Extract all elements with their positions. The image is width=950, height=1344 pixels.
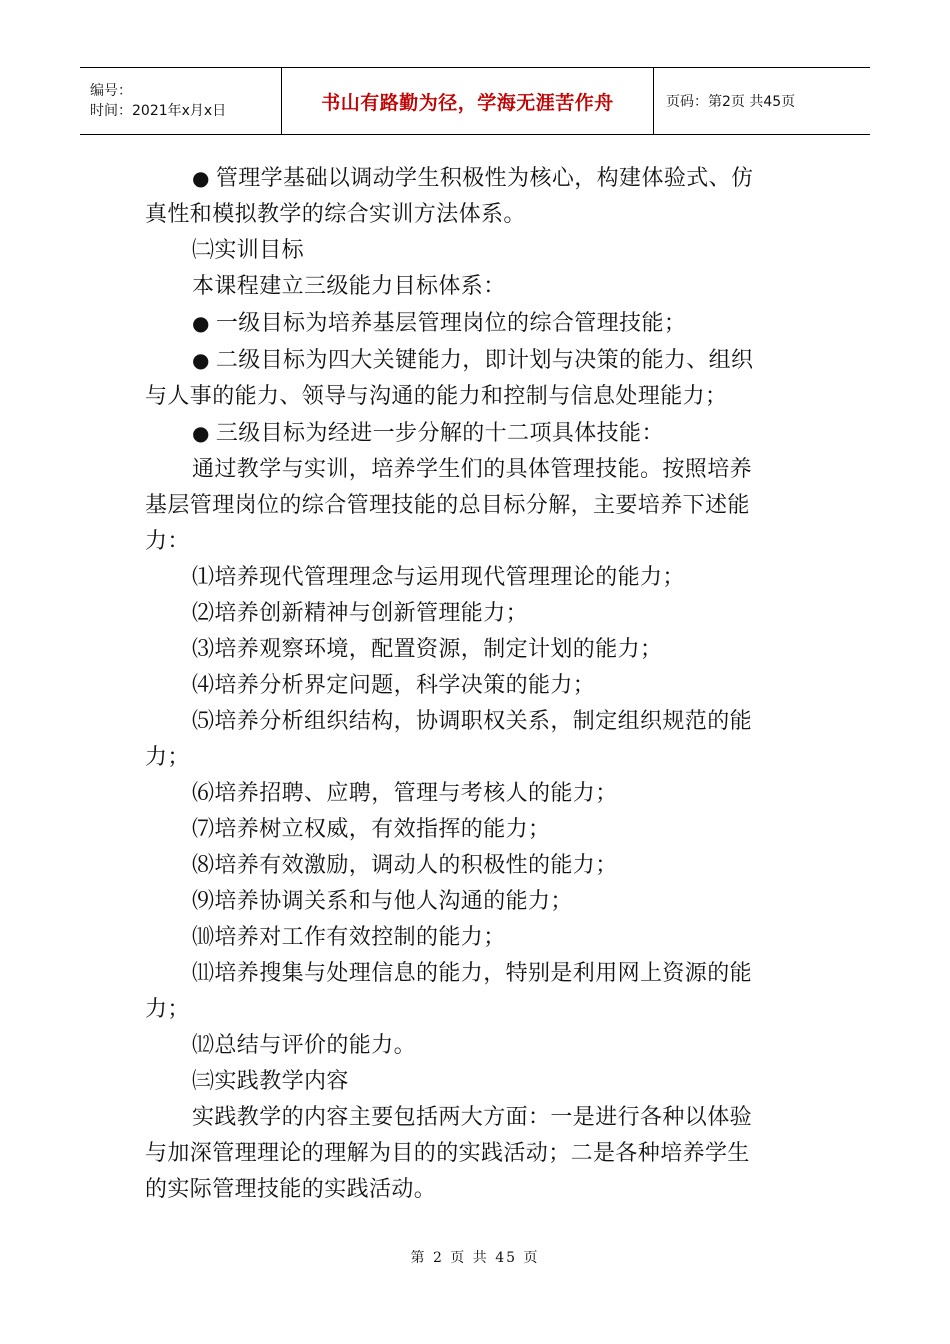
line-text: 三级目标为经进一步分解的十二项具体技能： [215, 421, 664, 446]
body-line [145, 1136, 810, 1172]
document-number-label: 编号： [90, 83, 132, 99]
body-line [145, 812, 810, 848]
body-line [145, 632, 810, 668]
line-text: ⑽培养对工作有效控制的能力； [192, 925, 506, 950]
body-line [145, 992, 810, 1028]
body-line [145, 415, 810, 452]
header-page-info: 页码：第2页 共45页 [666, 94, 796, 110]
line-text: 与人事的能力、领导与沟通的能力和控制与信息处理能力； [145, 384, 728, 409]
line-text: 与加深管理理论的理解为目的的实践活动；二是各种培养学生 [145, 1141, 750, 1166]
body-line [145, 776, 810, 812]
body-line [145, 305, 810, 342]
bullet-icon: ● [192, 311, 210, 335]
line-text: 通过教学与实训，培养学生们的具体管理技能。按照培养 [192, 457, 753, 482]
document-time: 时间：2021年x月x日 [90, 103, 227, 119]
line-text: 力； [145, 745, 190, 770]
line-text: ⑵培养创新精神与创新管理能力； [192, 601, 529, 626]
body-line [145, 740, 810, 776]
bullet-icon: ● [192, 166, 210, 190]
line-text: ⑼培养协调关系和与他人沟通的能力； [192, 889, 573, 914]
line-text: ㈡实训目标 [192, 238, 305, 263]
line-text: 的实际管理技能的实践活动。 [145, 1177, 437, 1202]
body-line [145, 342, 810, 379]
bullet-icon: ● [192, 421, 210, 445]
line-text: 力； [145, 997, 190, 1022]
line-text: 力： [145, 529, 190, 554]
line-text: ⑶培养观察环境，配置资源，制定计划的能力； [192, 637, 663, 662]
body-line [145, 379, 810, 415]
line-text: ⑺培养树立权威，有效指挥的能力； [192, 817, 551, 842]
body-line [145, 884, 810, 920]
body-line [145, 1064, 810, 1100]
section-heading [145, 233, 810, 269]
body-line [145, 197, 810, 233]
document-body [145, 160, 810, 1208]
bullet-icon: ● [192, 348, 210, 372]
body-line [145, 596, 810, 632]
line-text: ⑸培养分析组织结构，协调职权关系，制定组织规范的能 [192, 709, 753, 734]
body-line [145, 920, 810, 956]
body-line [145, 848, 810, 884]
line-text: ⑿总结与评价的能力。 [192, 1033, 417, 1058]
body-line [145, 1028, 810, 1064]
body-line [145, 269, 810, 305]
line-text: ⑹培养招聘、应聘，管理与考核人的能力； [192, 781, 618, 806]
header-motto-cell [282, 68, 654, 134]
line-text: 管理学基础以调动学生积极性为核心，构建体验式、仿 [215, 166, 754, 191]
body-line [145, 452, 810, 488]
body-line [145, 560, 810, 596]
line-text: ㈢实践教学内容 [192, 1069, 349, 1094]
body-line [145, 488, 810, 524]
line-text: 基层管理岗位的综合管理技能的总目标分解，主要培养下述能 [145, 493, 750, 518]
header-meta [80, 68, 282, 134]
header-motto: 书山有路勤为径，学海无涯苦作舟 [321, 91, 614, 114]
header-page-cell [654, 68, 870, 134]
body-line [145, 704, 810, 740]
page-header [80, 67, 870, 135]
line-text: ⑷培养分析界定问题，科学决策的能力； [192, 673, 596, 698]
line-text: ⑾培养搜集与处理信息的能力，特别是利用网上资源的能 [192, 961, 753, 986]
line-text: 二级目标为四大关键能力，即计划与决策的能力、组织 [215, 348, 754, 373]
line-text: ⑻培养有效激励，调动人的积极性的能力； [192, 853, 618, 878]
body-line [145, 668, 810, 704]
line-text: 本课程建立三级能力目标体系： [192, 274, 506, 299]
line-text: 实践教学的内容主要包括两大方面：一是进行各种以体验 [192, 1105, 753, 1130]
line-text: ⑴培养现代管理理念与运用现代管理理论的能力； [192, 565, 685, 590]
body-line [145, 1172, 810, 1208]
body-line [145, 524, 810, 560]
body-line [145, 956, 810, 992]
line-text: 一级目标为培养基层管理岗位的综合管理技能； [215, 311, 687, 336]
page-footer: 第 2 页 共 45 页 [410, 1250, 540, 1266]
line-text: 真性和模拟教学的综合实训方法体系。 [145, 202, 526, 227]
body-line [145, 160, 810, 197]
body-line [145, 1100, 810, 1136]
